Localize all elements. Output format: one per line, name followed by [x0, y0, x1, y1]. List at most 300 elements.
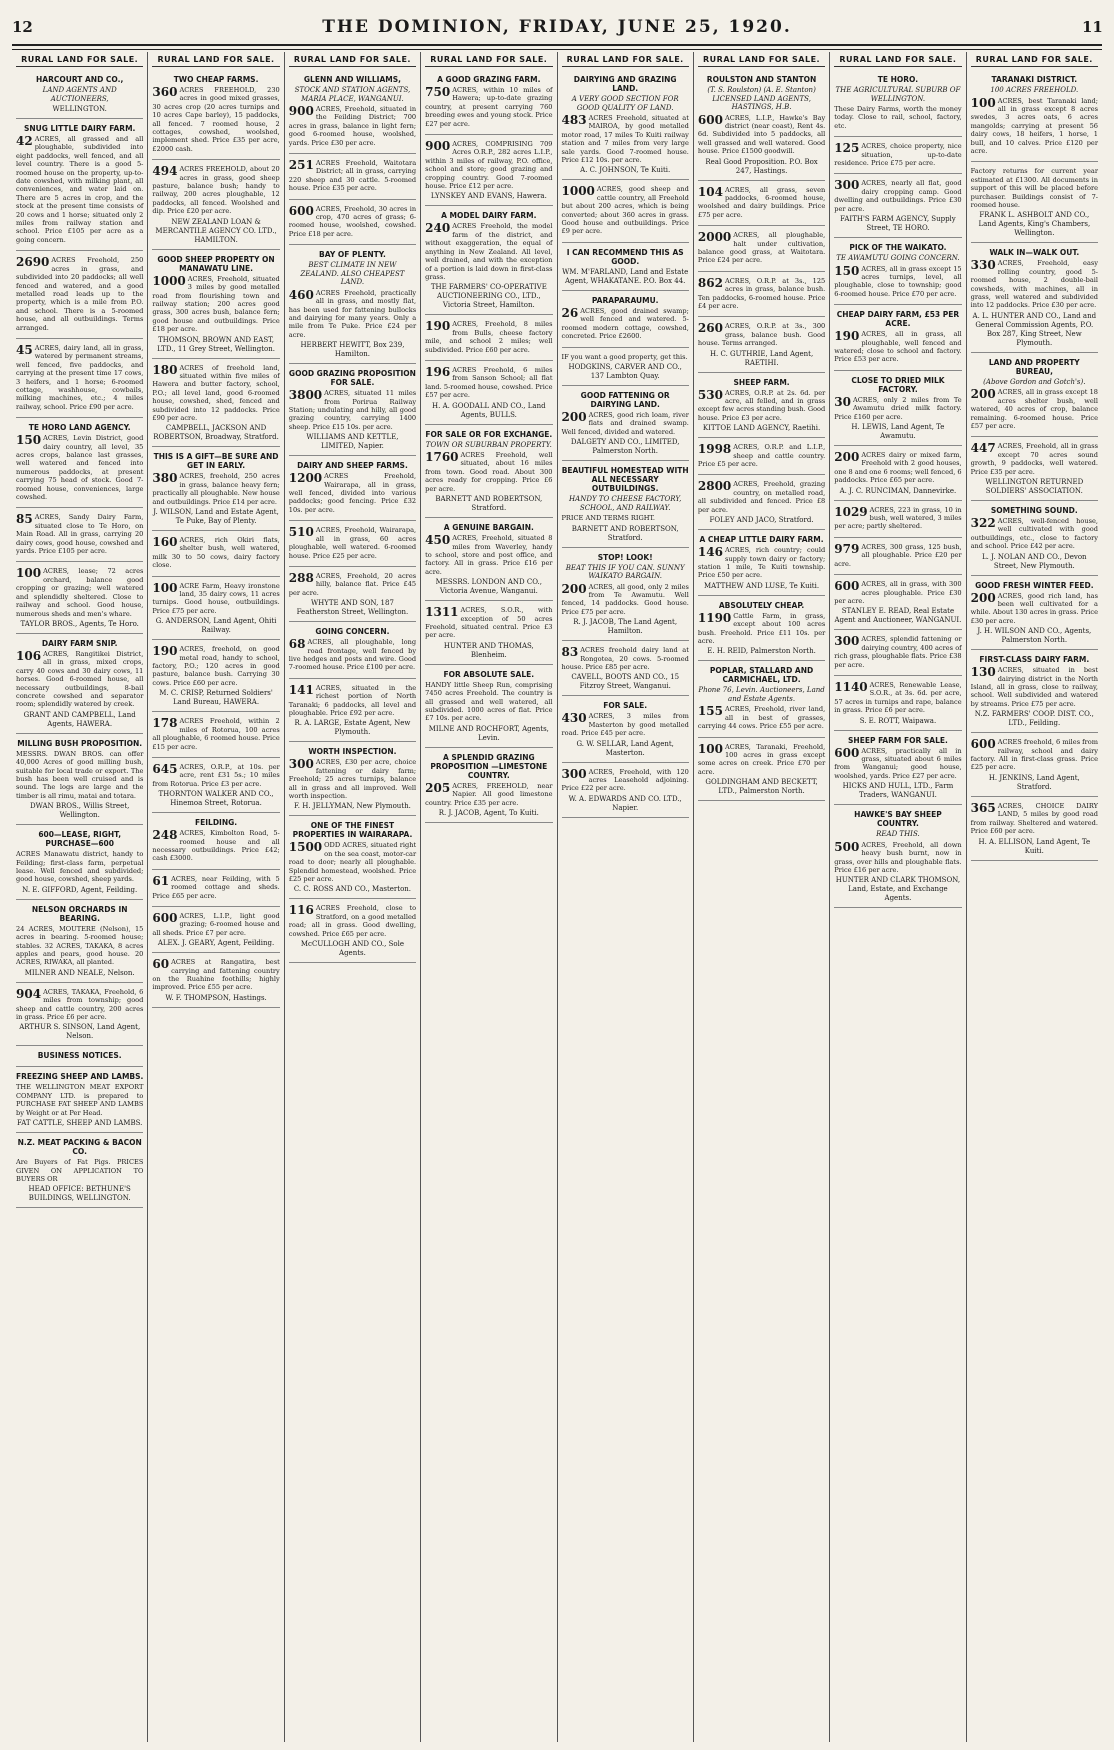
- classified-ad: [562, 243, 689, 291]
- ad-acreage: 300: [834, 634, 860, 649]
- ad-acreage: 30: [834, 394, 851, 409]
- ad-text: THE WELLINGTON MEAT EXPORT COMPANY LTD. is prepared to PURCHASE FAT SHEEP AND LAMBS by Weight or at Per Head.: [16, 1083, 144, 1117]
- classified-ad: [16, 1046, 143, 1067]
- classified-ad: [698, 181, 825, 227]
- classified-ad: [562, 696, 689, 762]
- classified-ad: [16, 418, 143, 508]
- ad-text: PRICE AND TERMS RIGHT.: [561, 514, 656, 523]
- ad-text: Cattle Farm, in grass, except about 100 acres bush. Freehold. Price £11 10s. per acre.: [697, 611, 826, 645]
- ad-acreage: 200: [834, 450, 860, 465]
- classified-ad: [698, 738, 825, 802]
- classified-ad: [834, 70, 961, 137]
- ad-body: [698, 277, 825, 311]
- ad-signature: ALEX. J. GEARY, Agent, Feilding.: [157, 939, 275, 948]
- ad-acreage: 300: [288, 757, 314, 772]
- ad-text: ACRES Freehold, within 2 miles of Rotorua, 100 acres all ploughable, 6 roomed house. Price £15 per acre.: [152, 717, 280, 751]
- ad-body: [834, 681, 961, 715]
- ad-heading: WALK IN—WALK OUT.: [989, 248, 1080, 258]
- ad-text: MESSRS. DWAN BROS. can offer 40,000 Acres of good milling bush, suitable for local trade or export. The bush has been well cruised and is sound. The logs are large and the timber is all rimu, matai and totara.: [16, 749, 144, 800]
- column-8: [967, 52, 1102, 1742]
- column-7: [830, 52, 966, 1742]
- classified-ad: [289, 70, 416, 154]
- ad-acreage: 900: [425, 139, 451, 154]
- classified-ad: [152, 359, 279, 448]
- ad-text: ACRES, near Feilding, with 5 roomed cottage and sheds. Price £65 per acre.: [152, 874, 280, 900]
- ad-body: [16, 925, 143, 967]
- classified-ad: [698, 226, 825, 272]
- classified-ad: [289, 816, 416, 899]
- ad-signature: GOLDINGHAM AND BECKETT, LTD., Palmerston North.: [705, 778, 818, 796]
- ad-heading: GOOD GRAZING PROPOSITION FOR SALE.: [288, 369, 416, 388]
- ad-acreage: 260: [697, 321, 723, 336]
- ad-signature: GRANT AND CAMPBELL, Land Agents, HAWERA.: [23, 710, 136, 728]
- ad-heading: GLENN AND WILLIAMS,: [303, 75, 401, 84]
- classified-ad: [152, 70, 279, 160]
- ad-subheading: THE AGRICULTURAL SUBURB OF WELLINGTON.: [835, 86, 961, 103]
- ad-body: [425, 782, 552, 807]
- ad-acreage: 430: [561, 711, 587, 726]
- ad-text: ACRES, Freehold, easy rolling country, good 5-roomed house, 2 double-bail cowsheds, with machines, all in grass, well watered and subdivided into 12 paddocks. Price £30 per acre.: [970, 259, 1098, 310]
- ad-text: ACRES Freehold, Wairarapa, all in grass, well fenced, divided into various paddocks; good fencing. Price £32 10s. per acre.: [288, 472, 417, 514]
- ad-acreage: 155: [697, 704, 723, 719]
- ad-heading: DAIRYING AND GRAZING LAND.: [573, 75, 677, 93]
- ad-body: [16, 567, 143, 617]
- ad-acreage: 1029: [834, 504, 868, 519]
- ad-heading: STOP! LOOK!: [597, 552, 653, 562]
- ad-text: ACRES, all in grass except 18 acres shelter bush, well watered, 40 acres of crop, balance remaining. 6-roomed house. Price £57 per acre.: [970, 388, 1098, 430]
- ad-text: ACRES, Freehold, 20 acres hilly, balance flat. Price £45 per acre.: [288, 571, 417, 597]
- ad-heading: MILLING BUSH PROPOSITION.: [17, 738, 143, 748]
- column-header: RURAL LAND FOR SALE.: [698, 52, 825, 67]
- ad-signature: MATTHEW AND LUSE, Te Kuiti.: [704, 581, 820, 590]
- ad-text: ACRES, good rich land, has been well cultivated for a while. About 130 acres in grass. Price £30 per acre.: [970, 591, 1098, 625]
- ad-acreage: 200: [561, 409, 587, 424]
- ad-body: [289, 841, 416, 883]
- classified-ad: [562, 291, 689, 348]
- classified-ad: [425, 665, 552, 748]
- ad-signature: C. C. ROSS AND CO., Masterton.: [293, 885, 412, 894]
- ad-text: ACRES, freehold, 250 acres in grass, balance heavy fern; practically all ploughable. New house and outbuildings. Price £14 per acre.: [152, 472, 280, 506]
- ad-signature: THE FARMERS' CO-OPERATIVE AUCTIONEERING CO., LTD., Victoria Street, Hamilton.: [430, 283, 547, 310]
- ad-signature: FAT CATTLE, SHEEP AND LAMBS.: [16, 1119, 143, 1128]
- ad-acreage: 150: [834, 263, 860, 278]
- ad-body: [425, 320, 552, 354]
- classified-ad: [562, 180, 689, 242]
- ad-signature: DALGETY AND CO., LIMITED, Palmerston North.: [570, 438, 680, 456]
- ad-body: [289, 205, 416, 239]
- ad-subheading: Phone 76, Levin. Auctioneers, Land and Estate Agents.: [698, 686, 825, 703]
- ad-heading: DAIRY FARM SNIP.: [41, 638, 118, 648]
- classified-ad: [289, 567, 416, 622]
- ad-body: [152, 86, 279, 153]
- ad-body: [289, 638, 416, 672]
- ad-text: ACRES, Freehold, all down heavy bush burnt, now in grass, over hills and ploughable flats. Price £16 per acre.: [834, 840, 962, 874]
- ad-acreage: 83: [561, 645, 579, 660]
- ad-signature: E. H. REID, Palmerston North.: [707, 647, 816, 656]
- column-2: [148, 52, 284, 1742]
- ad-acreage: 1998: [697, 442, 732, 457]
- column-1: [12, 52, 148, 1742]
- classified-ad: [834, 174, 961, 238]
- ad-acreage: 1760: [425, 450, 459, 465]
- classified-ad: [834, 446, 961, 501]
- ad-acreage: 500: [834, 839, 860, 854]
- ad-body: [971, 388, 1098, 430]
- ad-acreage: 205: [425, 780, 451, 795]
- ad-signature: A. J. C. RUNCIMAN, Dannevirke.: [839, 486, 957, 495]
- ad-body: [971, 738, 1098, 772]
- ad-text: ACRES, Freehold, Wairarapa, all in grass, 60 acres ploughable, well watered. 6-roomed house. Price £25 per acre.: [288, 526, 417, 560]
- ad-text: ACRES, all good, only 2 miles from Te Awamutu. Well fenced, 14 paddocks. Good house. Price £75 per acre.: [561, 582, 689, 616]
- classified-ad: [289, 742, 416, 816]
- ad-signature: G. ANDERSON, Land Agent, Ohiti Railway.: [155, 617, 277, 635]
- ad-body: [152, 717, 279, 751]
- ad-acreage: 600: [288, 203, 314, 218]
- ad-text: ACRES, situated 11 miles from Porirua Railway Station; undulating and hilly, all good grazing country, carrying 1400 sheep. Price £15 10s. per acre.: [288, 389, 417, 431]
- ad-text: ACRES, splendid fattening or dairying country, 400 acres of rich grass, ploughable flats. Price £38 per acre.: [834, 635, 962, 669]
- ad-text: ACRES, only 2 miles from Te Awamutu dried milk factory. Price £160 per acre.: [834, 395, 962, 421]
- ad-heading: POPLAR, STALLARD AND CARMICHAEL, LTD.: [709, 666, 814, 685]
- ad-body: [425, 606, 552, 640]
- ad-body: [16, 513, 143, 555]
- ad-body: [698, 443, 825, 468]
- ad-acreage: 1190: [697, 610, 732, 625]
- classified-ad: [698, 596, 825, 662]
- ad-heading: FOR ABSOLUTE SALE.: [443, 669, 535, 679]
- classified-ad: [971, 650, 1098, 733]
- ad-acreage: 106: [16, 648, 42, 663]
- ad-acreage: 904: [16, 986, 42, 1001]
- ad-acreage: 330: [970, 258, 996, 273]
- ad-heading: PICK OF THE WAIKATO.: [849, 243, 947, 253]
- ad-body: [698, 480, 825, 514]
- ad-body: [152, 165, 279, 215]
- ad-acreage: 100: [16, 566, 42, 581]
- ad-signature: BARNETT AND ROBERTSON, Stratford.: [435, 495, 543, 513]
- classified-ad: [152, 531, 279, 577]
- ad-text: ACRES, rich Okiri flats, shelter bush, well watered, milk 30 to 50 cows, dairy factory close.: [152, 536, 280, 570]
- ad-body: [834, 580, 961, 605]
- classified-ad: [152, 953, 279, 1008]
- ad-acreage: 3800: [288, 388, 323, 403]
- ad-body: [971, 517, 1098, 551]
- newspaper-title: THE DOMINION, FRIDAY, JUNE 25, 1920.: [322, 17, 792, 37]
- classified-ad: [698, 661, 825, 737]
- classified-ad: [834, 630, 961, 676]
- ad-text: ACRES, nearly all flat, good dairy cropping camp. Good dwelling and outbuildings. Price £30 per acre.: [834, 179, 962, 213]
- ad-signature: LYNSKEY AND EVANS, Hawera.: [430, 192, 547, 201]
- ad-text: ACRES, all in grass, with 300 acres ploughable. Price £30 per acre.: [834, 580, 962, 605]
- classified-ad: [16, 562, 143, 633]
- ad-heading: FEILDING.: [195, 818, 238, 828]
- ad-signature: WELLINGTON.: [52, 105, 107, 113]
- ad-text: Factory returns for current year estimated at £1300. All documents in support of this will be placed before purchaser. Buildings consist of 7-roomed house.: [970, 167, 1098, 209]
- ad-subheading: BEST CLIMATE IN NEW ZEALAND. ALSO CHEAPEST LAND.: [300, 261, 405, 287]
- classified-ad: [425, 206, 552, 315]
- ad-body: [834, 179, 961, 213]
- classified-ad: [152, 250, 279, 359]
- ad-acreage: 447: [970, 441, 996, 456]
- ad-signature: H. A. ELLISON, Land Agent, Te Kuiti.: [978, 837, 1091, 855]
- ad-signature: R. J. JACOB, Agent, To Kuiti.: [438, 809, 539, 817]
- ad-signature: R. A. LARGE, Estate Agent, New Plymouth.: [294, 719, 411, 737]
- ad-heading: PARAPARAUMU.: [591, 295, 659, 305]
- ad-text: ACRES, freehold, on good metal road, handy to school, factory, P.O.; 120 acres in good pasture, balance bush. Carrying 30 cows. Price £60 per acre.: [152, 645, 280, 687]
- classified-ad: [698, 530, 825, 596]
- ad-acreage: 862: [697, 275, 723, 290]
- ad-text: ACRES, L.I.P., Hawke's Bay district (near coast), Rent 4s. 6d. Subdivided into 5 paddocks, all well grassed and well watered. Good house. Price £1500 goodwill.: [697, 113, 826, 156]
- ad-heading: HARCOURT AND CO.,: [36, 75, 124, 84]
- ad-body: [425, 140, 552, 190]
- masthead: [12, 0, 1102, 44]
- ad-text: ACRES, all grass, seven paddocks, 6-roomed house, woolshed and dairy buildings. Price £75 per acre.: [697, 185, 826, 219]
- classified-ad: [425, 315, 552, 361]
- classified-ad: [971, 162, 1098, 243]
- ad-signature: CAVELL, BOOTS AND CO., 15 Fitzroy Street, Wanganui.: [571, 673, 680, 691]
- classified-ad: [289, 679, 416, 743]
- ad-body: [152, 472, 279, 506]
- ad-body: [16, 1083, 143, 1117]
- ad-acreage: 1500: [288, 840, 323, 855]
- ad-heading: GOOD FRESH WINTER FEED.: [975, 580, 1094, 590]
- ad-text: ACRES, Taranaki, Freehold, 100 acres in grass except some acres on creek. Price £70 per acre.: [697, 742, 826, 776]
- classified-ad: [971, 243, 1098, 352]
- ad-acreage: 160: [152, 535, 178, 549]
- ad-text: ACRES, lease; 72 acres orchard, balance good cropping or grazing; well watered and splendidly sheltered. Close to railway and school. Good house, numerous sheds and men's whare.: [16, 567, 144, 618]
- ad-heading: DAIRY AND SHEEP FARMS.: [297, 461, 408, 471]
- column-header: RURAL LAND FOR SALE.: [289, 52, 416, 67]
- ad-text: ACRES dairy or mixed farm, Freehold with 2 good houses, one 8 and one 6 rooms; well fenced, 6 paddocks. Price £65 per acre.: [834, 451, 962, 485]
- ad-signature: FOLEY AND JACO, Stratford.: [709, 516, 814, 525]
- ad-text: ACRES Freehold, situated at MAIROA, by good metalled motor road, 17 miles To Kuiti railway station and 7 miles from very large sale yards. Good 7-roomed house. Price £12 10s. per acre.: [561, 114, 689, 165]
- ad-text: ACRES, good sheep and cattle country, all Freehold but about 200 acres, which is being converted; about 360 acres in grass. Good house and outbuildings. Price £9 per acre.: [561, 185, 689, 236]
- ad-signature: W. A. EDWARDS AND CO. LTD., Napier.: [568, 794, 682, 812]
- ad-body: [289, 389, 416, 431]
- ad-heading: THIS IS A GIFT—BE SURE AND GET IN EARLY.: [153, 452, 279, 471]
- ad-text: ACRES Freehold, practically all in grass, and mostly flat, has been used for fattening bullocks and dairying for many years. Only a mile from Te Puke. Price £24 per acre.: [288, 288, 417, 339]
- ad-text: Are Buyers of Fat Pigs. PRICES GIVEN ON APPLICATION TO BUYERS OR: [16, 1158, 144, 1183]
- ad-acreage: 450: [425, 533, 451, 548]
- ad-acreage: 116: [288, 903, 314, 918]
- ad-body: [834, 506, 961, 531]
- ad-signature: THOMSON, BROWN AND EAST, LTD., 11 Grey Street, Wellington.: [157, 335, 276, 353]
- ad-acreage: 100: [970, 95, 996, 110]
- ad-heading: I CAN RECOMMEND THIS AS GOOD.: [566, 247, 684, 266]
- ad-body: [425, 86, 552, 128]
- ad-body: [562, 185, 689, 235]
- ad-text: ACRES, Freehold, river land, all in best of grasses, carrying 44 cows. Price £55 per acre.: [697, 705, 826, 731]
- ad-acreage: 1311: [425, 605, 459, 620]
- ad-body: [834, 451, 961, 485]
- ad-text: HANDY little Sheep Run, comprising 7450 acres Freehold. The country is all grassed and well watered, all subdivided. 1000 acres of flat. Price £7 10s. per acre.: [425, 680, 553, 723]
- ad-body: [289, 472, 416, 514]
- ad-text: ACRES Freehold, 250 acres in grass, and subdivided into 20 paddocks; all well fenced and watered, and a good metalled road leads up to the property, which is a mile from P.O. and school. There is a 5-roomed house, and all outbuildings. Terms arranged.: [16, 256, 144, 332]
- ad-heading: BEAUTIFUL HOMESTEAD WITH ALL NECESSARY OUTBUILDINGS.: [561, 466, 689, 494]
- ad-body: [16, 1158, 143, 1183]
- ad-body: [834, 105, 961, 130]
- ad-subheading: (T. S. Roulston) (A. E. Stanton) LICENSED LAND AGENTS, HASTINGS, H.B.: [707, 86, 816, 111]
- ad-text: ACRES, Renewable Lease, S.O.R., at 3s. 6d. per acre, 57 acres in turnips and rape, balance in grass. Price £6 per acre.: [834, 680, 962, 715]
- classified-ad: [834, 676, 961, 731]
- ad-body: [16, 850, 143, 884]
- ad-text: ACRES freehold dairy land at Rongotea, 20 cows. 5-roomed house. Price £85 per acre.: [561, 646, 689, 671]
- classified-ad: [971, 797, 1098, 861]
- classified-ad: [698, 70, 825, 181]
- ad-acreage: 104: [697, 184, 723, 199]
- ad-signature: H. A. GOODALL AND CO., Land Agents, BULLS.: [432, 401, 546, 419]
- ad-body: [425, 222, 552, 281]
- ad-heading: FOR SALE.: [603, 701, 648, 711]
- ad-signature: WELLINGTON RETURNED SOLDIERS' ASSOCIATION.: [985, 477, 1084, 495]
- ad-signature: H. C. GUTHRIE, Land Agent, RAETIHI.: [709, 349, 814, 367]
- ad-heading: FIRST-CLASS DAIRY FARM.: [979, 655, 1090, 665]
- classified-ad: [698, 438, 825, 475]
- ad-signature: L. J. NOLAN AND CO., Devon Street, New Plymouth.: [982, 552, 1087, 570]
- ad-text: ACRES, good rich loam, river flats and drained swamp. Well fenced, divided and watered.: [561, 410, 689, 436]
- ad-acreage: 365: [970, 800, 996, 815]
- classified-ad: [562, 70, 689, 180]
- ad-signature: S. E. ROTT, Waipawa.: [859, 716, 937, 725]
- ad-body: [152, 829, 279, 863]
- ad-acreage: 300: [834, 178, 860, 193]
- classified-ad: [152, 640, 279, 712]
- ad-text: ACRES, all ploughable, long road frontage, well fenced by live hedges and posts and wire. Good 7-roomed house. Price £100 per acre.: [288, 638, 417, 672]
- ad-heading: LAND AND PROPERTY BUREAU,: [988, 357, 1080, 376]
- ad-body: [289, 758, 416, 800]
- ad-heading: ROULSTON AND STANTON: [706, 75, 817, 84]
- classified-ad: [698, 475, 825, 530]
- ad-signature: Real Good Proposition. P.O. Box 247, Hastings.: [705, 157, 818, 175]
- column-5: [558, 52, 694, 1742]
- ad-text: ACRES, Rangitikei District, all in grass, mixed crops, carry 40 cows and 30 dairy cows, 11 horses. Good 6-roomed house, all necessary outbuildings, 8-bail concrete cowshed and separator room; splendidly watered by creek.: [16, 649, 144, 709]
- classified-ad: [289, 200, 416, 246]
- classified-ad: [16, 900, 143, 983]
- ad-body: [562, 712, 689, 737]
- ad-body: [834, 841, 961, 875]
- ad-text: ACRES, £30 per acre, choice fattening or dairy farm; Freehold; 25 acres turnips, balance all in grass and all improved. Well worth inspection.: [288, 758, 417, 800]
- classified-ad: [971, 353, 1098, 438]
- masthead-rule: [12, 44, 1102, 50]
- ad-subheading: LAND AGENTS AND AUCTIONEERS,: [42, 86, 117, 103]
- classified-ad: [289, 364, 416, 456]
- ad-heading: NELSON ORCHARDS IN BEARING.: [31, 904, 128, 923]
- ad-body: [425, 534, 552, 576]
- page-number-left: 12: [12, 18, 33, 36]
- ad-subheading: READ THIS.: [876, 830, 920, 839]
- ad-body: [289, 105, 416, 147]
- ad-body: [698, 186, 825, 220]
- ad-text: ACRES, O.R.P., at 10s. per acre, rent £31 5s.; 10 miles from Rotorua. Price £3 per acre.: [152, 762, 280, 788]
- ad-signature: KITTOE LAND AGENCY, Raetihi.: [702, 424, 821, 433]
- ad-text: ACRES, O.R.P. at 3s., 300 grass, balance bush. Good house. Terms arranged.: [697, 322, 826, 348]
- ad-body: [289, 526, 416, 560]
- ad-text: ACRES, good drained swamp; well fenced and watered. 5-roomed modern cottage, cowshed, concreted. Price £2600.: [561, 306, 689, 341]
- classified-ad: [289, 899, 416, 963]
- ad-acreage: 125: [834, 141, 860, 156]
- ad-body: [562, 307, 689, 341]
- ad-heading: N.Z. MEAT PACKING & BACON CO.: [17, 1138, 142, 1157]
- ad-heading: ONE OF THE FINEST PROPERTIES IN WAIRARAPA.: [292, 821, 413, 840]
- classified-ad: [16, 508, 143, 562]
- ad-acreage: 530: [697, 387, 723, 402]
- ad-heading: TE HORO LAND AGENCY.: [28, 423, 131, 433]
- ad-body: [698, 389, 825, 423]
- ad-acreage: 178: [152, 716, 178, 731]
- classified-ad: [16, 70, 143, 119]
- classified-ad: [562, 641, 689, 696]
- ad-heading: A SPLENDID GRAZING PROPOSITION —LIMESTONE COUNTRY.: [430, 752, 548, 780]
- ad-body: [152, 364, 279, 423]
- ad-text: ACRES, Sandy Dairy Farm, situated close to Te Horo, on Main Road. All in grass, carrying 20 dairy cows, good house, cowshed and yards. Price £105 per acre.: [16, 513, 144, 556]
- ad-body: [562, 411, 689, 436]
- ad-heading: HAWKE'S BAY SHEEP COUNTRY.: [854, 810, 942, 829]
- classified-ad: [562, 763, 689, 818]
- ad-acreage: 300: [561, 766, 587, 781]
- ad-signature: G. W. SELLAR, Land Agent, Masterton.: [576, 739, 674, 757]
- ad-acreage: 600: [834, 579, 860, 594]
- ad-body: [425, 681, 552, 723]
- classified-ad: [698, 373, 825, 439]
- classified-ad: [289, 622, 416, 679]
- ad-signature: R. J. JACOB, The Land Agent, Hamilton.: [573, 618, 678, 636]
- ad-text: ACRES, Freehold, 8 miles from Bulls, cheese factory mile, and school 2 miles; well subdivided. Price £60 per acre.: [425, 320, 553, 354]
- ad-text: ACRES, all in grass, all ploughable, well fenced and watered; close to school and factory. Price £53 per acre.: [834, 330, 962, 364]
- ad-body: [152, 958, 279, 992]
- classified-ad: [834, 731, 961, 806]
- ad-text: ACRES, O.R.P. at 2s. 6d. per acre, all felled, and in grass except few acres standing bush. Good house. Price £3 per acre.: [697, 388, 826, 422]
- ad-acreage: 360: [152, 85, 178, 99]
- ad-acreage: 288: [288, 570, 314, 585]
- ad-signature: CAMPBELL, JACKSON AND ROBERTSON, Broadway, Stratford.: [153, 424, 279, 442]
- ad-text: ACRES, situated in best dairying district in the North Island, all in grass, close to railway, school. Well subdivided and watered by streams. Price £75 per acre.: [970, 666, 1098, 708]
- ad-body: [289, 159, 416, 193]
- ad-acreage: 200: [561, 581, 587, 596]
- ad-signature: M. C. CRISP, Returned Soldiers' Land Bureau, HAWERA.: [159, 689, 273, 707]
- ad-heading: GOING CONCERN.: [315, 627, 390, 637]
- ad-body: [152, 912, 279, 937]
- ad-subheading: (Above Gordon and Gotch's).: [983, 377, 1086, 386]
- ad-signature: WHYTE AND SON, 187 Featherston Street, Wellington.: [296, 599, 409, 617]
- ad-text: ACRES of freehold land, situated within five miles of Hawera and butter factory, school, P.O.; all level land, good 6-roomed house, cowshed, shed, fenced and subdivided into 12 paddocks. Price £90 per acre.: [152, 363, 280, 422]
- classified-ad: [16, 1067, 143, 1133]
- page-number-right: 11: [1082, 18, 1103, 36]
- ad-signature: A. L. HUNTER AND CO., Land and General Commission Agents, P.O. Box 287, King Street, New Plymouth.: [972, 311, 1097, 347]
- ad-acreage: 61: [152, 873, 170, 888]
- ad-heading: BUSINESS NOTICES.: [37, 1051, 122, 1061]
- classified-ad: [16, 634, 143, 734]
- classified-ad: [834, 805, 961, 908]
- ad-body: [16, 135, 143, 244]
- classified-ad: [834, 137, 961, 174]
- ad-signature: TAYLOR BROS., Agents, Te Horo.: [20, 619, 139, 628]
- ad-heading: SOMETHING SOUND.: [990, 505, 1078, 515]
- ad-body: [16, 988, 143, 1022]
- ad-signature: H. LEWIS, Land Agent, Te Awamutu.: [851, 423, 945, 441]
- ad-text: ACRES, choice property, nice situation, up-to-date residence. Price £75 per acre.: [834, 142, 962, 168]
- ad-text: ACRES Freehold, well situated, about 16 miles from town. Good road. About 300 acres ready for cropping. Price £6 per acre.: [425, 451, 553, 493]
- ad-acreage: 141: [288, 682, 314, 697]
- ad-heading: CHEAP DAIRY FARM, £53 PER ACRE.: [836, 310, 960, 329]
- ad-acreage: 60: [152, 957, 170, 972]
- ad-body: [16, 256, 143, 332]
- classified-ad: [152, 870, 279, 907]
- ad-text: ACRES, Freehold, all in grass except 70 acres sound growth, 9 paddocks, well watered. Price £35 per acre.: [970, 442, 1098, 476]
- ad-body: [698, 743, 825, 777]
- ad-heading: TARANAKI DISTRICT.: [991, 75, 1078, 84]
- ad-signature: J. H. WILSON AND CO., Agents, Palmerston North.: [977, 627, 1092, 645]
- classified-ad: [971, 437, 1098, 501]
- ad-acreage: 600: [697, 112, 723, 127]
